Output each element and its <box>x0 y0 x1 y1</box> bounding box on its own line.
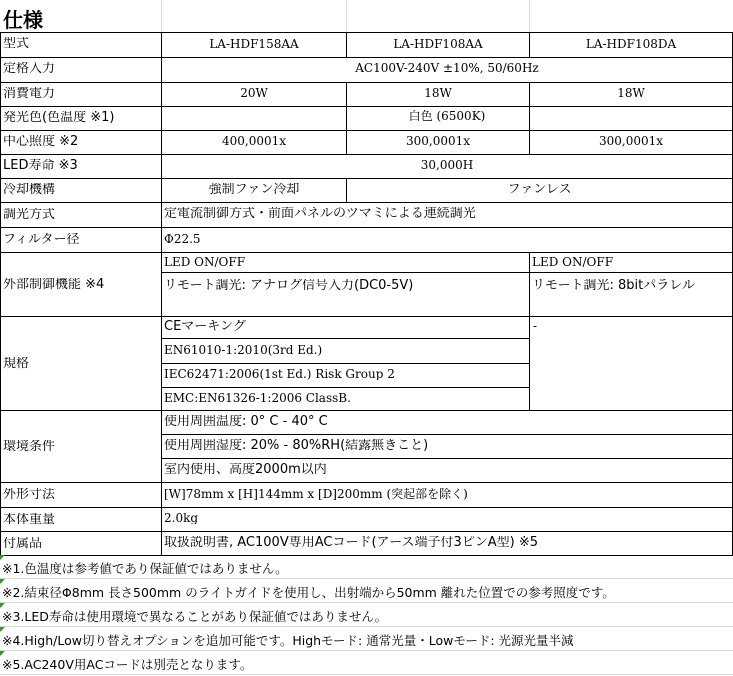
row-label-external-control: 外部制御機能 ※4 <box>3 278 105 291</box>
dimensions-value: [W]78mm x [H]144mm x [D]200mm (突起部を除く) <box>164 488 468 500</box>
footnote-row <box>0 627 733 651</box>
footnote-4: ※4.High/Low切り替えオプションを追加可能です。Highモード: 通常光量・Lowモード: 光源光量半減 <box>2 633 574 648</box>
row-label-cooling: 冷却機構 <box>3 183 56 196</box>
power-value-3: 18W <box>617 87 645 99</box>
footnote-row <box>0 555 733 579</box>
row-label-dimensions: 外形寸法 <box>3 488 56 501</box>
color-value: 白色 (6500K) <box>408 110 486 122</box>
row-label-dimming: 調光方式 <box>3 208 56 221</box>
row-label-life: LED寿命 ※3 <box>3 159 78 172</box>
illuminance-value-3: 300,0001x <box>598 135 664 147</box>
voltage-value: AC100V-240V ±10%, 50/60Hz <box>355 62 539 74</box>
page-title: 仕様 <box>3 8 43 32</box>
row-label-voltage: 定格入力 <box>3 62 56 75</box>
model-2: LA-HDF108AA <box>393 38 483 50</box>
row-label-filter: フィルター径 <box>3 233 80 246</box>
row-label-illuminance: 中心照度 ※2 <box>3 135 79 148</box>
power-value-1: 20W <box>240 87 268 99</box>
row-label-standards: 規格 <box>3 357 30 370</box>
row-label-weight: 本体重量 <box>3 513 56 526</box>
model-1: LA-HDF158AA <box>209 38 299 50</box>
env-indoor: 室内使用、高度2000m以内 <box>164 463 327 476</box>
std-iec62471: IEC62471:2006(1st Ed.) Risk Group 2 <box>164 368 395 380</box>
weight-value: 2.0kg <box>164 512 199 524</box>
footnote-row <box>0 579 733 603</box>
std-en61010: EN61010-1:2010(3rd Ed.) <box>164 344 323 356</box>
footnote-row <box>0 651 733 675</box>
ext-led-onoff-c: LED ON/OFF <box>532 256 614 268</box>
illuminance-value-1: 400,0001x <box>221 135 287 147</box>
life-value: 30,000H <box>420 159 474 171</box>
accessories-value: 取扱説明書, AC100V専用ACコード(アース端子付3ピンA型) ※5 <box>164 536 539 549</box>
row-label-color: 発光色(色温度 ※1) <box>3 111 115 124</box>
footnote-2: ※2.結束径Φ8mm 長さ500mm のライトガイドを使用し、出射端から50mm 離れた位置での参考照度です。 <box>2 585 615 600</box>
std-ce-marking: CEマーキング <box>164 320 246 333</box>
cooling-value-forced: 強制ファン冷却 <box>208 183 300 196</box>
env-humidity: 使用周囲湿度: 20% - 80%RH(結露無きこと) <box>164 439 429 452</box>
footnote-row <box>0 603 733 627</box>
ext-remote-dimming-ab: リモート調光: アナログ信号入力(DC0-5V) <box>164 279 414 292</box>
ext-remote-dimming-c: リモート調光: 8bitパラレル <box>532 279 695 292</box>
ext-led-onoff-ab: LED ON/OFF <box>164 256 246 268</box>
row-label-accessories: 付属品 <box>3 537 43 550</box>
cooling-value-fanless: ファンレス <box>507 183 572 196</box>
row-label-power: 消費電力 <box>3 87 56 100</box>
dimming-value: 定電流制御方式・前面パネルのツマミによる連続調光 <box>164 207 476 220</box>
std-emc: EMC:EN61326-1:2006 ClassB. <box>164 392 351 404</box>
footnote-1: ※1.色温度は参考値であり保証値ではありません。 <box>2 561 288 576</box>
std-model-c: - <box>533 320 538 332</box>
power-value-2: 18W <box>424 87 452 99</box>
footnote-5: ※5.AC240V用ACコードは別売となります。 <box>2 657 253 672</box>
row-label-environment: 環境条件 <box>3 440 56 453</box>
model-3: LA-HDF108DA <box>585 38 677 50</box>
footnote-3: ※3.LED寿命は使用環境で異なることがあり保証値ではありません。 <box>2 609 388 624</box>
row-label-model: 型式 <box>3 37 30 50</box>
filter-value: Φ22.5 <box>164 233 201 245</box>
illuminance-value-2: 300,0001x <box>405 135 471 147</box>
env-temperature: 使用周囲温度: 0° C - 40° C <box>164 415 328 428</box>
